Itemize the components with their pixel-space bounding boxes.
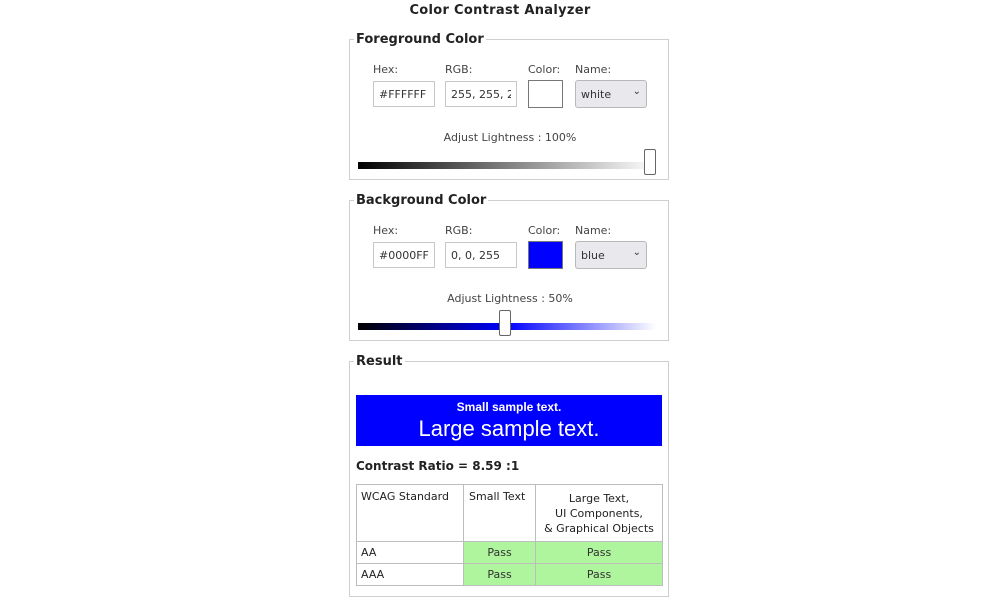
sample-preview — [356, 395, 662, 446]
row-standard: AAA — [357, 564, 464, 586]
bg-lightness-slider-thumb[interactable] — [499, 310, 511, 336]
row-large-result: Pass — [536, 542, 663, 564]
chevron-down-icon: ⌄ — [632, 86, 641, 97]
background-legend: Background Color — [356, 193, 487, 208]
result-legend: Result — [356, 354, 403, 369]
col-large-text: Large Text, UI Components, & Graphical Objects — [536, 485, 663, 542]
bg-rgb-label: RGB: — [445, 224, 473, 237]
bg-hex-input[interactable] — [373, 242, 435, 268]
fg-color-swatch[interactable] — [528, 80, 563, 108]
fg-rgb-label: RGB: — [445, 63, 473, 76]
fg-rgb-input[interactable] — [445, 81, 517, 107]
col-wcag-standard: WCAG Standard — [357, 485, 464, 542]
table-header-row — [357, 485, 663, 542]
foreground-color-panel — [349, 32, 669, 180]
fg-lightness-slider-thumb[interactable] — [644, 149, 656, 175]
bg-hex-label: Hex: — [373, 224, 399, 237]
row-small-result: Pass — [464, 564, 536, 586]
wcag-results-table — [356, 484, 663, 586]
contrast-ratio: Contrast Ratio = 8.59 :1 — [356, 459, 520, 473]
bg-name-label: Name: — [575, 224, 612, 237]
bg-rgb-input[interactable] — [445, 242, 517, 268]
result-panel — [349, 354, 669, 597]
large-sample-text: Large sample text. — [418, 416, 600, 441]
row-large-result: Pass — [536, 564, 663, 586]
small-sample-text: Small sample text. — [456, 400, 562, 414]
row-small-result: Pass — [464, 542, 536, 564]
bg-name-value: blue — [581, 249, 605, 262]
fg-hex-label: Hex: — [373, 63, 399, 76]
bg-name-select[interactable] — [575, 241, 647, 269]
bg-color-label: Color: — [528, 224, 561, 237]
fg-name-label: Name: — [575, 63, 612, 76]
fg-lightness-slider[interactable] — [358, 162, 656, 169]
background-color-panel — [349, 193, 669, 341]
fg-color-label: Color: — [528, 63, 561, 76]
chevron-down-icon: ⌄ — [632, 247, 641, 258]
fg-name-value: white — [581, 88, 612, 101]
page-title: Color Contrast Analyzer — [409, 3, 591, 18]
table-row — [357, 564, 663, 586]
col-small-text: Small Text — [464, 485, 536, 542]
fg-hex-input[interactable] — [373, 81, 435, 107]
fg-lightness-label: Adjust Lightness : 100% — [443, 131, 577, 144]
fg-name-select[interactable] — [575, 80, 647, 108]
row-standard: AA — [357, 542, 464, 564]
table-row — [357, 542, 663, 564]
bg-color-swatch[interactable] — [528, 241, 563, 269]
bg-lightness-label: Adjust Lightness : 50% — [447, 292, 573, 305]
foreground-legend: Foreground Color — [356, 32, 484, 47]
